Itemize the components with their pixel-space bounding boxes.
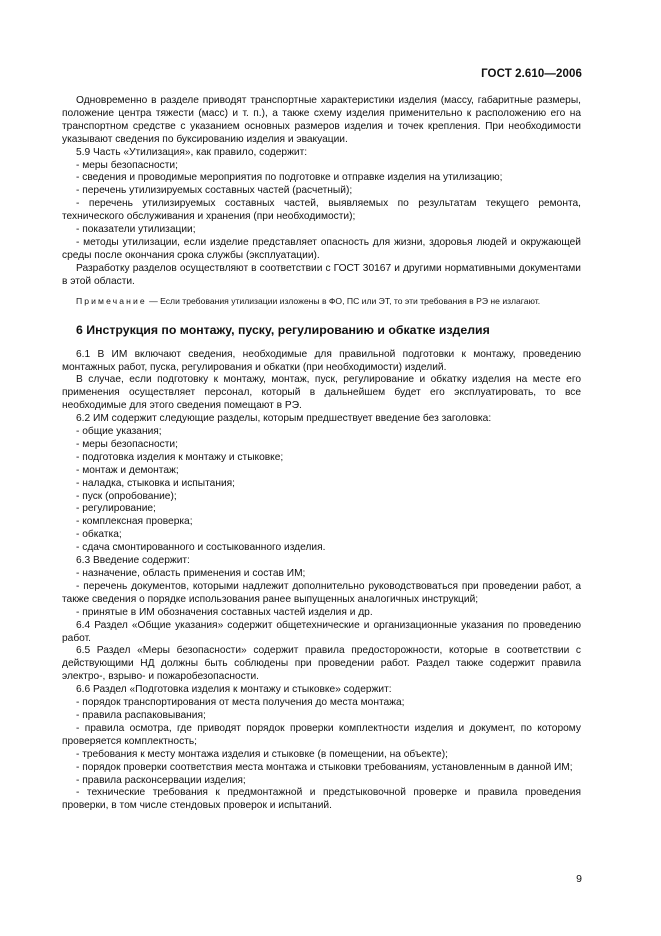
paragraph-6-6: 6.6 Раздел «Подготовка изделия к монтажу и стыковке» содержит: [76,684,392,696]
list-item: - обкатка; [76,529,122,541]
paragraph-6-2: 6.2 ИМ содержит следующие разделы, которым предшествует введение без заголовка: [76,413,492,425]
list-item: - методы утилизации, если изделие представляет опасность для жизни, здоровья людей и окружающей среды после окончания срока службы (эксплуатации). [62,236,581,261]
note-text: — Если требования утилизации изложены в ФО, ПС или ЭТ, то эти требования в РЭ не излагают. [146,295,541,306]
list-item: - наладка, стыковка и испытания; [76,477,236,489]
paragraph-6-5: 6.5 Раздел «Меры безопасности» содержит правила предосторожности, которые в соответствии с действующими НД должны быть соблюдены при проведении работ. Раздел также содержит правила электро-, взрыво- и пожаробезопасности. [62,645,581,683]
list-item: - назначение, область применения и состав ИМ; [76,568,306,579]
list-item: - порядок транспортирования от места получения до места монтажа; [76,697,405,709]
list-item: - принятые в ИМ обозначения составных частей изделия и др. [76,606,373,618]
list-item: - правила расконсервации изделия; [76,774,246,786]
note [62,296,581,307]
list-item: - перечень документов, которыми надлежит дополнительно руководствоваться при проведении работ, а также сведения о порядке использования ранее выпущенных аналогичных инструкций; [62,580,581,605]
list-item: - правила распаковывания; [76,709,206,721]
list-item: - общие указания; [76,426,162,438]
list-item: - порядок проверки соответствия места монтажа и стыковки требованиям, установленным в данной ИМ; [76,761,573,773]
list-5-9 [62,160,581,263]
list-item: - подготовка изделия к монтажу и стыковке; [76,451,284,463]
document-header-id: ГОСТ 2.610—2006 [481,68,582,80]
paragraph-5-9-end: Разработку разделов осуществляют в соответствии с ГОСТ 30167 и другими нормативными документами в этой области. [62,262,581,287]
list-item: - правила осмотра, где приводят порядок проверки комплектности изделия и документ, по которому проверяется комплектность; [62,722,581,747]
list-item: - меры безопасности; [76,159,178,171]
paragraph-6-1b: В случае, если подготовку к монтажу, монтаж, пуск, регулирование и обкатку изделия на месте его применения осуществляет персонал, который в дальнейшем будет его эксплуатировать, то все необходимые для этого сведения помещают в РЭ. [62,374,581,412]
page-number: 9 [576,873,582,885]
paragraph-5-9: 5.9 Часть «Утилизация», как правило, содержит: [76,146,308,158]
list-item: - комплексная проверка; [76,516,193,528]
list-item: - меры безопасности; [76,438,178,450]
list-item: - требования к месту монтажа изделия и стыковке (в помещении, на объекте); [76,748,448,760]
section-6-title: 6 Инструкция по монтажу, пуску, регулированию и обкатке изделия [76,322,490,337]
paragraph-6-1: 6.1 В ИМ включают сведения, необходимые для правильной подготовки к монтажу, проведению монтажных работ, пуска, регулирования и обкатки (при необходимости) изделий. [62,348,581,373]
list-6-3 [62,568,581,620]
list-item: - сдача смонтированного и состыкованного изделия. [76,542,326,554]
page-body [62,95,581,813]
list-item: - монтаж и демонтаж; [76,464,179,476]
list-item: - регулирование; [76,503,156,515]
list-item: - перечень утилизируемых составных частей (расчетный); [76,185,353,197]
list-item: - показатели утилизации; [76,224,196,236]
note-label: Примечание [76,295,147,306]
paragraph-6-4: 6.4 Раздел «Общие указания» содержит общетехнические и организационные указания по проведению работ. [62,619,581,644]
list-item: - сведения и проводимые мероприятия по подготовке и отправке изделия на утилизацию; [76,172,503,184]
paragraph-transport: Одновременно в разделе приводят транспортные характеристики изделия (массу, габаритные размеры, положение центра тяжести (масс) и т. п.), а также схему изделия применительно к расположению его на транспортном средстве с указанием основных размеров изделия и точек крепления. При необходимости указывают сведения по буксированию изделия и эвакуации. [62,95,581,145]
list-item: - технические требования к предмонтажной и предстыковочной проверке и правила проведения проверки, в том числе стендовых проверок и испытаний. [62,787,581,812]
paragraph-6-3: 6.3 Введение содержит: [76,555,190,567]
list-6-2 [62,426,581,555]
list-item: - перечень утилизируемых составных частей, выявляемых по результатам текущего ремонта, технического обслуживания и хранения (при необходимости); [62,198,581,223]
list-item: - пуск (опробование); [76,490,177,502]
list-6-6 [62,697,581,813]
